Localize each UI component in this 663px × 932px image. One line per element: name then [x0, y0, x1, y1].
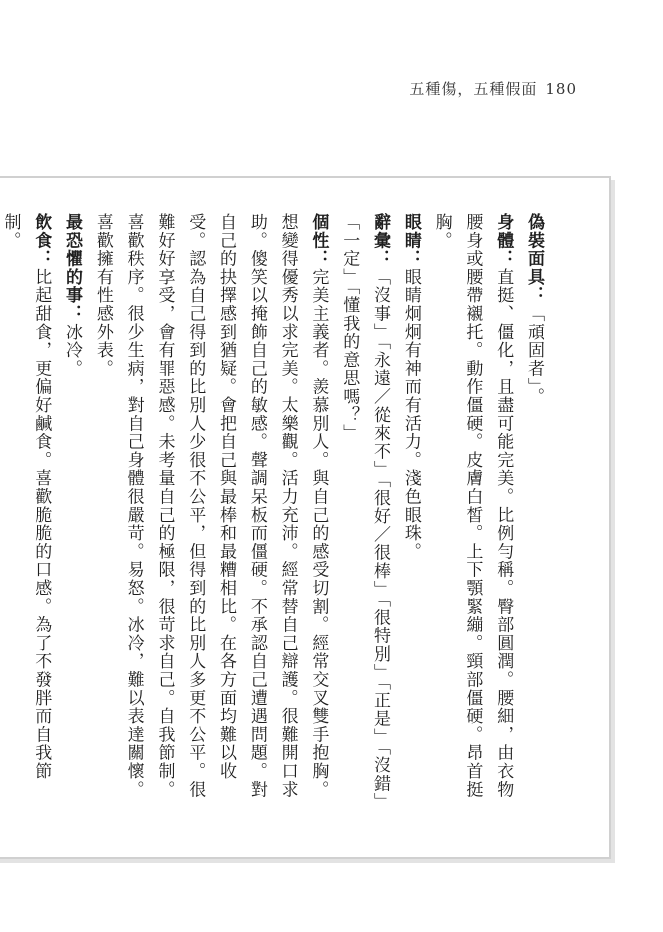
text-fear: 冰冷。 [62, 322, 83, 378]
running-header [409, 78, 577, 99]
paragraph-eyes [395, 213, 426, 813]
paragraph-personality [87, 213, 333, 813]
vertical-text-body [0, 213, 549, 813]
paragraph-body [426, 213, 518, 813]
text-eyes: 眼睛炯炯有神而有活力。淺色眼珠。 [400, 267, 421, 561]
paragraph-fear [56, 213, 87, 813]
paragraph-vocabulary [333, 213, 395, 813]
label-fear: 最恐懼的事： [62, 213, 83, 323]
text-body: 直挺、僵化，且盡可能完美。比例勻稱。臀部圓潤。腰細，由衣物腰身或腰帶襯托。動作僵硬。皮膚白皙。上下顎緊繃。頸部僵硬。昂首挺胸。 [431, 213, 514, 799]
label-eyes: 眼睛： [400, 213, 421, 268]
label-body: 身體： [493, 213, 514, 268]
label-mask: 偽裝面具： [524, 213, 544, 305]
label-vocabulary: 辭彙： [370, 213, 391, 268]
paragraph-mask [518, 213, 549, 813]
page-number: 180 [545, 80, 577, 98]
text-vocabulary: 「沒事」「永遠／從來不」「很好／很棒」「很特別」「正是」「沒錯」「一定」「懂我的意思嗎？」 [339, 213, 391, 812]
text-personality: 完美主義者。羨慕別人。與自己的感受切割。經常交叉雙手抱胸。想變得優秀以求完美。太樂觀。活力充沛。經常替自己辯護。很難開口求助。傻笑以掩飾自己的敏感。聲調呆板而僵硬。不承認自己遭遇問題。對自己的抉擇感到猶疑。會把自己與最棒和最糟相比。在各方面均難以收受。認為自己得到的比別人少很不公平，但得到的比別人多更不公平。很難好好享受，會有罪惡感。未考量自己的極限，很苛求自己。自我節制。喜歡秩序。很少生病，對自己身體很嚴苛。易怒。冰冷，難以表達關懷。喜歡擁有性感外表。 [92, 213, 329, 799]
text-mask: 「頑固者」。 [524, 304, 544, 406]
paragraph-diet [0, 213, 56, 813]
label-personality: 個性： [308, 213, 329, 268]
label-diet: 飲食： [31, 213, 52, 268]
running-header-title: 五種傷，五種假面 [409, 80, 538, 98]
text-diet: 比起甜食，更偏好鹹食。喜歡脆脆的口感。為了不發胖而自我節制。 [0, 213, 52, 781]
